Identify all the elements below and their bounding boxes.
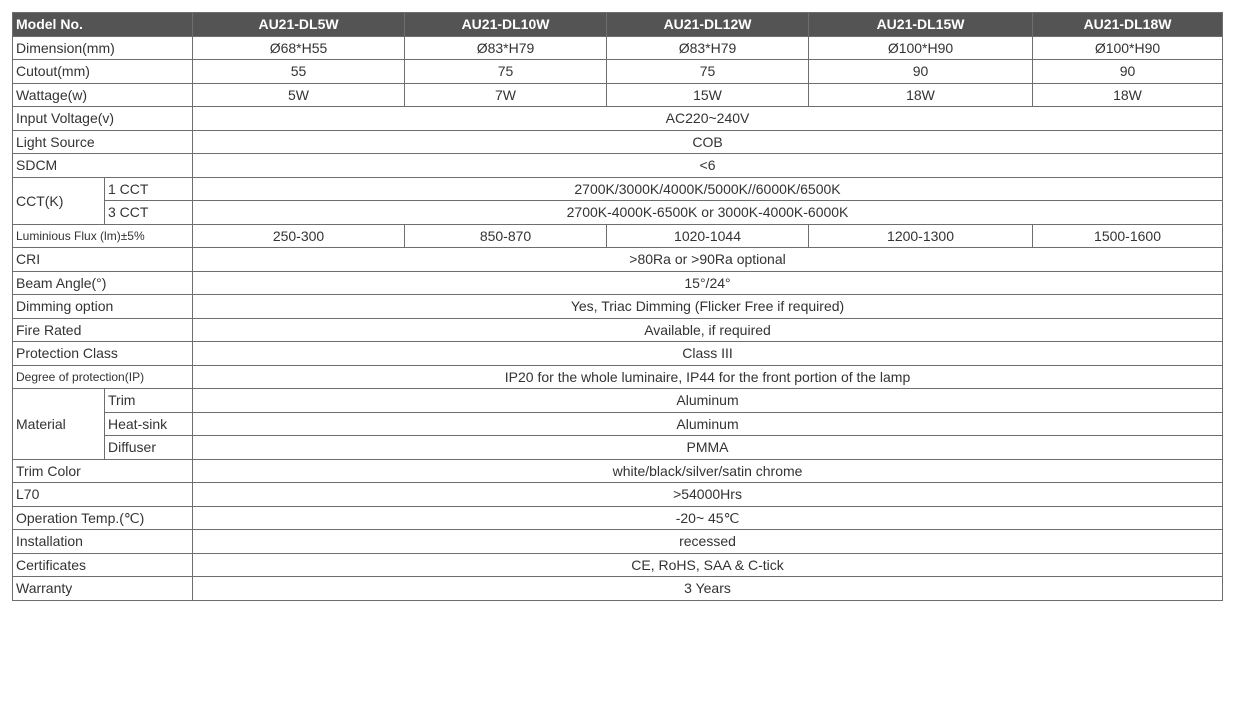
cell-value: Ø68*H55 xyxy=(193,36,405,60)
row-label: L70 xyxy=(13,483,193,507)
cell-value: 18W xyxy=(809,83,1033,107)
cell-value: 15°/24° xyxy=(193,271,1223,295)
cell-value: >80Ra or >90Ra optional xyxy=(193,248,1223,272)
cell-value: Aluminum xyxy=(193,389,1223,413)
row-cutout xyxy=(13,60,1223,84)
spec-table xyxy=(12,12,1223,601)
row-label: CRI xyxy=(13,248,193,272)
header-model-1: AU21-DL5W xyxy=(193,13,405,37)
row-protection-class xyxy=(13,342,1223,366)
row-material-heatsink xyxy=(13,412,1223,436)
row-wattage xyxy=(13,83,1223,107)
cell-value: COB xyxy=(193,130,1223,154)
row-material-diffuser xyxy=(13,436,1223,460)
cell-value: 2700K/3000K/4000K/5000K//6000K/6500K xyxy=(193,177,1223,201)
row-flux xyxy=(13,224,1223,248)
cell-value: 1020-1044 xyxy=(607,224,809,248)
cell-value: Class III xyxy=(193,342,1223,366)
row-label: Light Source xyxy=(13,130,193,154)
cell-value: white/black/silver/satin chrome xyxy=(193,459,1223,483)
cell-value: Ø100*H90 xyxy=(1033,36,1223,60)
cell-value: 1500-1600 xyxy=(1033,224,1223,248)
cell-value: recessed xyxy=(193,530,1223,554)
row-l70 xyxy=(13,483,1223,507)
row-cri xyxy=(13,248,1223,272)
row-label: Installation xyxy=(13,530,193,554)
cell-value: 75 xyxy=(405,60,607,84)
cell-value: Yes, Triac Dimming (Flicker Free if required) xyxy=(193,295,1223,319)
row-label: Dimension(mm) xyxy=(13,36,193,60)
cell-value: 15W xyxy=(607,83,809,107)
row-dimension xyxy=(13,36,1223,60)
cell-value: -20~ 45℃ xyxy=(193,506,1223,530)
cell-value: 90 xyxy=(1033,60,1223,84)
cell-value: Ø83*H79 xyxy=(607,36,809,60)
row-operation-temp xyxy=(13,506,1223,530)
cell-value: 90 xyxy=(809,60,1033,84)
row-label: Input Voltage(v) xyxy=(13,107,193,131)
cell-value: <6 xyxy=(193,154,1223,178)
header-model-label: Model No. xyxy=(13,13,193,37)
cell-value: Aluminum xyxy=(193,412,1223,436)
row-group-label: Material xyxy=(13,389,105,460)
row-sublabel: Heat-sink xyxy=(105,412,193,436)
cell-value: >54000Hrs xyxy=(193,483,1223,507)
row-sublabel: Trim xyxy=(105,389,193,413)
cell-value: AC220~240V xyxy=(193,107,1223,131)
cell-value: 7W xyxy=(405,83,607,107)
row-label: Protection Class xyxy=(13,342,193,366)
cell-value: 250-300 xyxy=(193,224,405,248)
cell-value: Ø100*H90 xyxy=(809,36,1033,60)
row-light-source xyxy=(13,130,1223,154)
header-model-2: AU21-DL10W xyxy=(405,13,607,37)
cell-value: 2700K-4000K-6500K or 3000K-4000K-6000K xyxy=(193,201,1223,225)
row-installation xyxy=(13,530,1223,554)
row-sublabel: Diffuser xyxy=(105,436,193,460)
row-label: Luminious Flux (lm)±5% xyxy=(13,224,193,248)
row-input-voltage xyxy=(13,107,1223,131)
row-label: Beam Angle(°) xyxy=(13,271,193,295)
row-label: Cutout(mm) xyxy=(13,60,193,84)
row-label: Dimming option xyxy=(13,295,193,319)
cell-value: IP20 for the whole luminaire, IP44 for the front portion of the lamp xyxy=(193,365,1223,389)
row-label: Trim Color xyxy=(13,459,193,483)
row-label: Warranty xyxy=(13,577,193,601)
cell-value: 75 xyxy=(607,60,809,84)
row-label: Wattage(w) xyxy=(13,83,193,107)
row-sublabel: 3 CCT xyxy=(105,201,193,225)
row-fire-rated xyxy=(13,318,1223,342)
row-label: Fire Rated xyxy=(13,318,193,342)
cell-value: 5W xyxy=(193,83,405,107)
row-label: Operation Temp.(℃) xyxy=(13,506,193,530)
cell-value: 55 xyxy=(193,60,405,84)
cell-value: 850-870 xyxy=(405,224,607,248)
row-cct-1 xyxy=(13,177,1223,201)
row-beam-angle xyxy=(13,271,1223,295)
cell-value: 1200-1300 xyxy=(809,224,1033,248)
header-row xyxy=(13,13,1223,37)
row-ip xyxy=(13,365,1223,389)
cell-value: Ø83*H79 xyxy=(405,36,607,60)
row-warranty xyxy=(13,577,1223,601)
row-certificates xyxy=(13,553,1223,577)
row-cct-3 xyxy=(13,201,1223,225)
cell-value: 18W xyxy=(1033,83,1223,107)
row-group-label: CCT(K) xyxy=(13,177,105,224)
row-label: Degree of protection(IP) xyxy=(13,365,193,389)
row-material-trim xyxy=(13,389,1223,413)
cell-value: CE, RoHS, SAA & C-tick xyxy=(193,553,1223,577)
row-sdcm xyxy=(13,154,1223,178)
row-label: Certificates xyxy=(13,553,193,577)
row-sublabel: 1 CCT xyxy=(105,177,193,201)
cell-value: Available, if required xyxy=(193,318,1223,342)
header-model-5: AU21-DL18W xyxy=(1033,13,1223,37)
row-label: SDCM xyxy=(13,154,193,178)
row-dimming xyxy=(13,295,1223,319)
cell-value: PMMA xyxy=(193,436,1223,460)
header-model-4: AU21-DL15W xyxy=(809,13,1033,37)
header-model-3: AU21-DL12W xyxy=(607,13,809,37)
row-trim-color xyxy=(13,459,1223,483)
cell-value: 3 Years xyxy=(193,577,1223,601)
